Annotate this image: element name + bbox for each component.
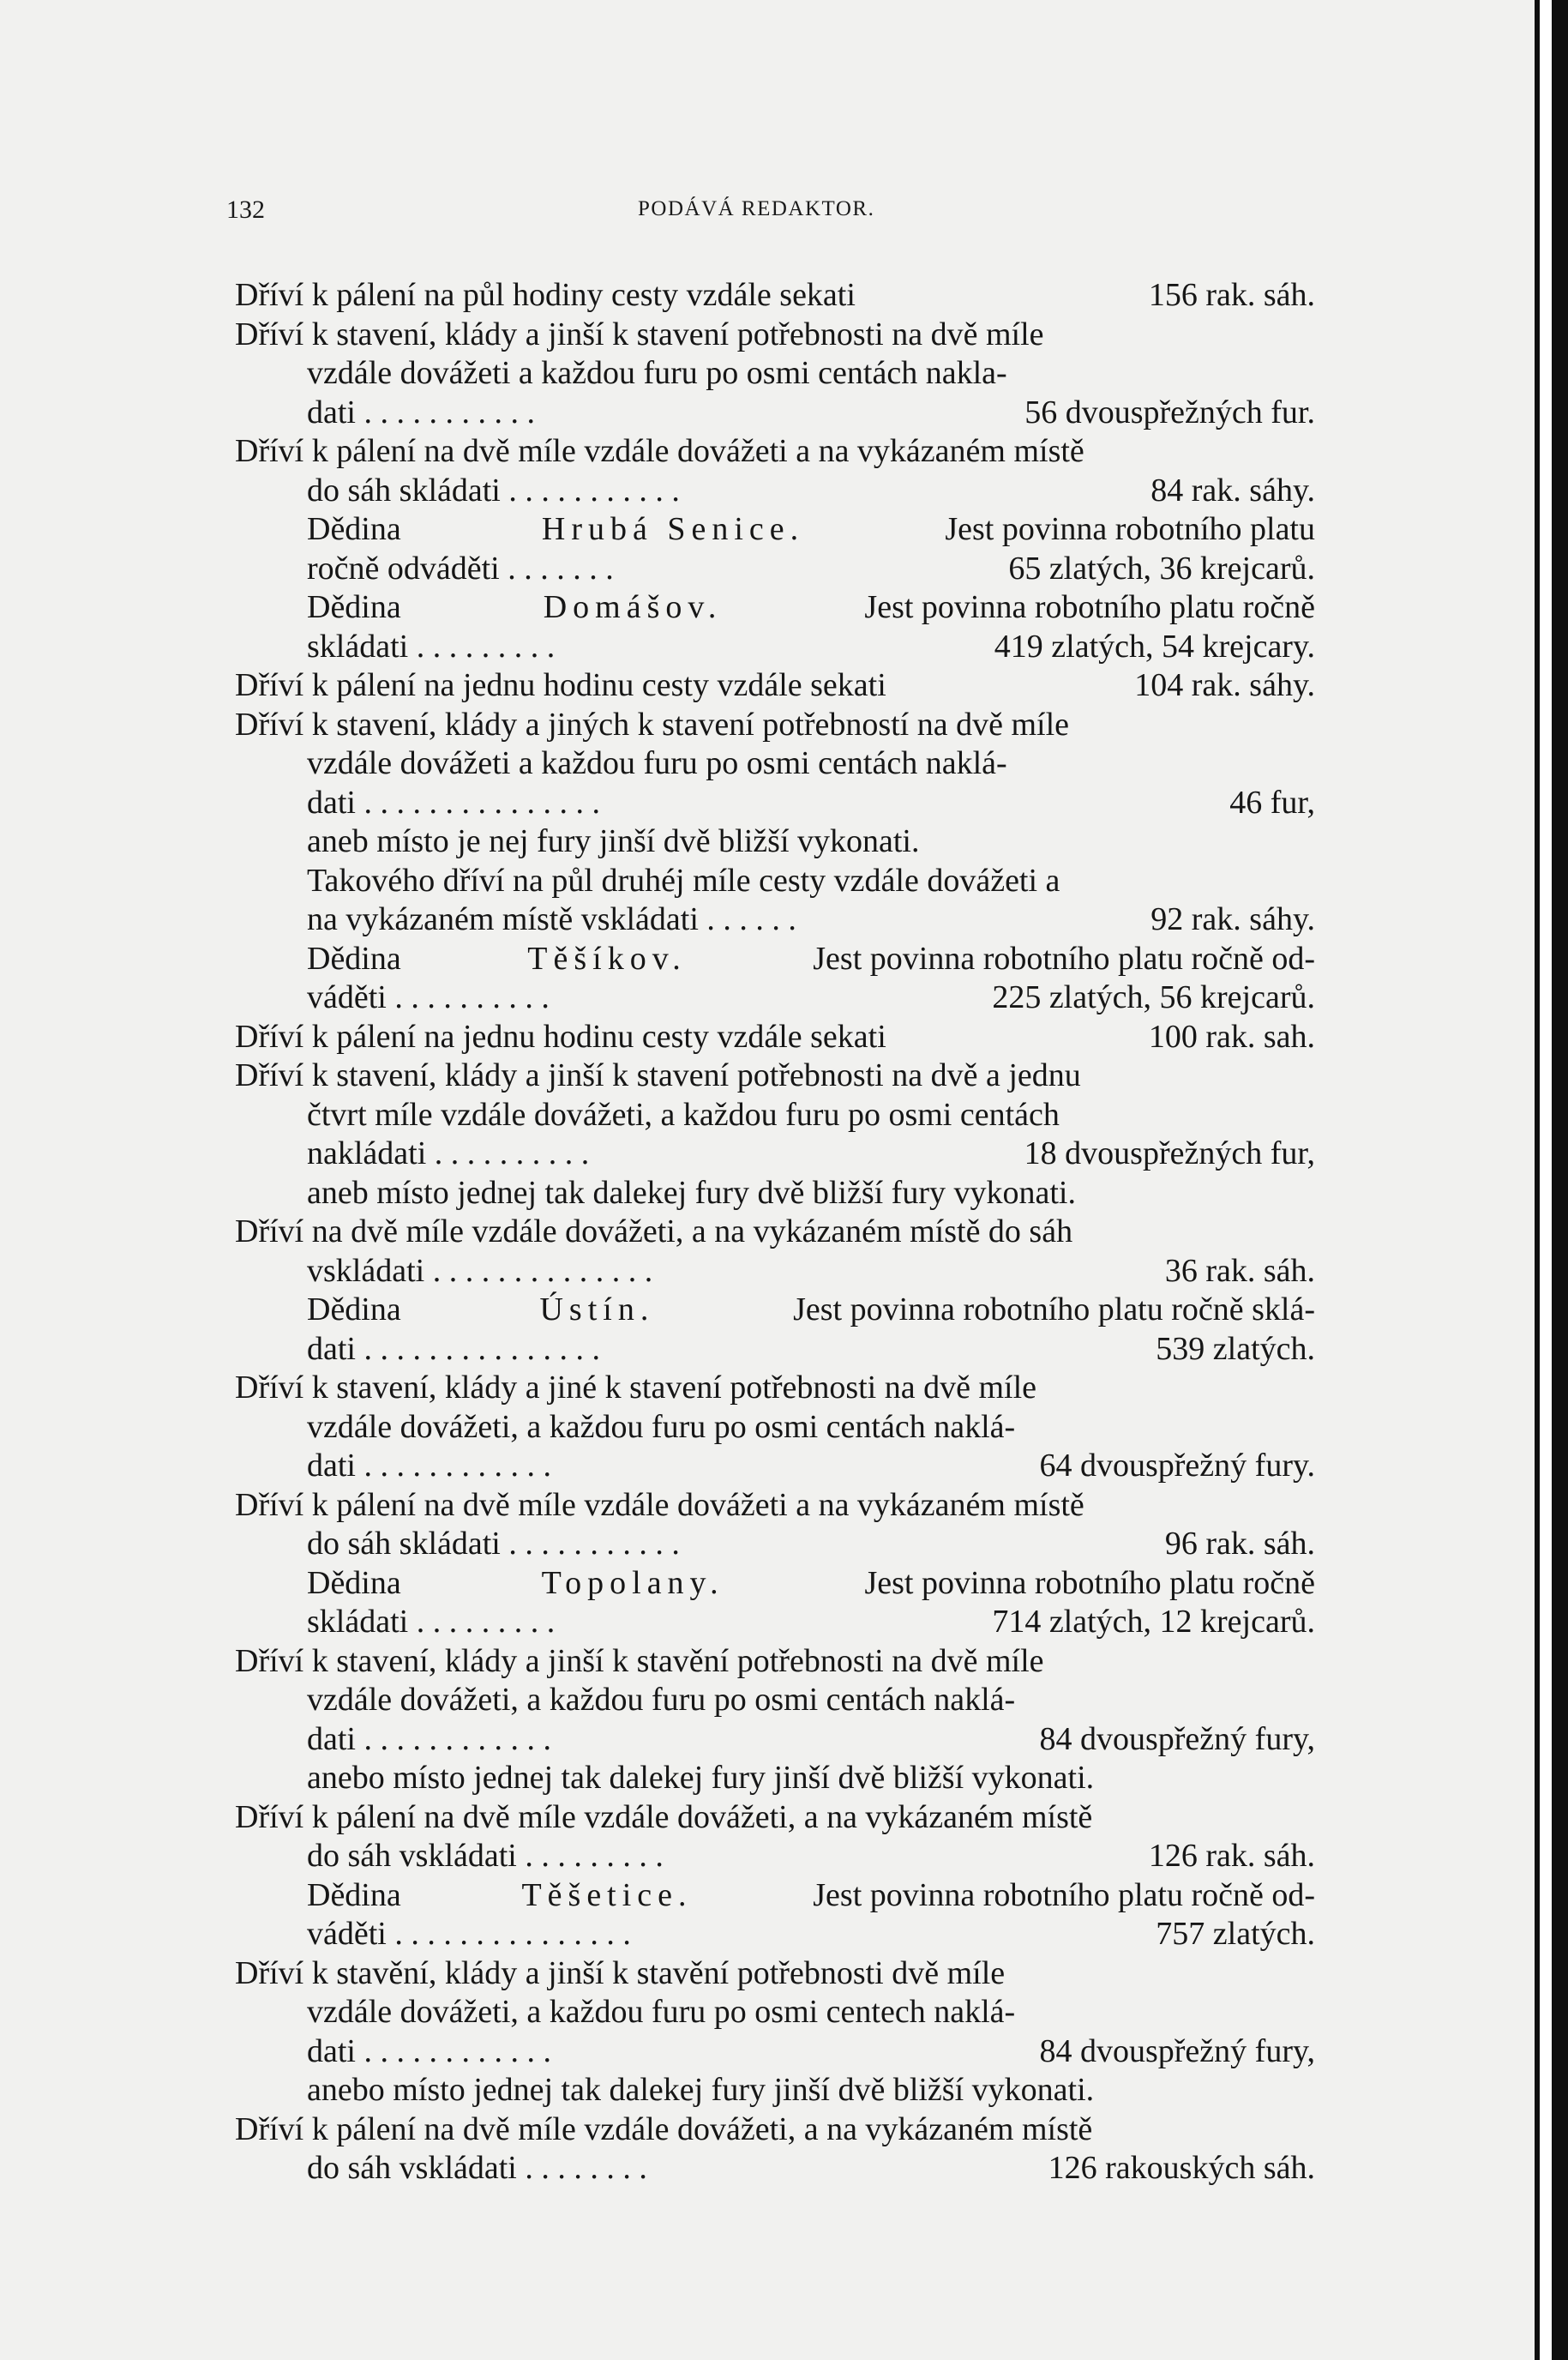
text-fragment: Jest povinna robotního platu ročně sklá-: [793, 1291, 1315, 1328]
text-fragment: Dříví k stavení, klády a jiných k stavení potřebností na dvě míle: [235, 706, 1070, 743]
text-fragment: Dříví k stavení, klády a jinší k stavění potřebnosti na dvě míle: [235, 1642, 1044, 1679]
text-fragment: 65 zlatých, 36 krejcarů.: [1008, 550, 1315, 587]
text-fragment: Jest povinna robotního platu ročně: [864, 1564, 1315, 1601]
text-fragment: váděti . . . . . . . . . . . . . . .: [307, 1916, 631, 1952]
text-fragment: Hrubá Senice.: [541, 511, 805, 547]
text-fragment: Dříví k pálení na dvě míle vzdále dovážeti a na vykázaném místě: [235, 433, 1084, 469]
text-fragment: 96 rak. sáh.: [1164, 1526, 1315, 1562]
text-line: [235, 354, 1315, 394]
text-fragment: Domášov.: [543, 589, 723, 625]
text-line: [235, 784, 1315, 823]
text-fragment: Těšíkov.: [527, 940, 687, 977]
text-line: [235, 1369, 1315, 1408]
text-fragment: Dříví k pálení na jednu hodinu cesty vzdále sekati: [235, 667, 886, 703]
text-line: [235, 2149, 1315, 2188]
text-fragment: dati . . . . . . . . . . . .: [307, 2032, 551, 2069]
text-fragment: 18 dvouspřežných fur,: [1024, 1135, 1315, 1171]
page-header: [226, 196, 1315, 230]
text-fragment: Dědina: [307, 589, 401, 625]
text-fragment: Dědina: [307, 1291, 401, 1328]
text-fragment: vzdále dovážeti, a každou furu po osmi centách naklá-: [307, 1408, 1016, 1445]
text-line: [235, 550, 1315, 589]
text-line: [235, 1486, 1315, 1526]
text-fragment: Dědina: [307, 1876, 401, 1913]
text-line: [235, 394, 1315, 433]
text-line: [235, 978, 1315, 1018]
text-fragment: Dříví k pálení na půl hodiny cesty vzdále sekati: [235, 277, 856, 313]
text-line: [235, 1213, 1315, 1252]
text-fragment: Dříví na dvě míle vzdále dovážeti, a na vykázaném místě do sáh: [235, 1213, 1073, 1249]
text-line: [235, 1057, 1315, 1096]
text-line: [235, 862, 1315, 901]
text-line: [235, 1525, 1315, 1564]
text-fragment: 126 rak. sáh.: [1148, 1838, 1315, 1874]
text-fragment: 84 dvouspřežný fury,: [1039, 2032, 1315, 2069]
text-line: [235, 666, 1315, 706]
text-line: [235, 1837, 1315, 1876]
text-fragment: 64 dvouspřežný fury.: [1039, 1448, 1315, 1484]
text-line: [235, 1720, 1315, 1760]
text-fragment: aneb místo jednej tak dalekej fury dvě bližší fury vykonati.: [307, 1174, 1076, 1211]
scan-edge: [1535, 0, 1568, 2360]
text-fragment: dati . . . . . . . . . . . .: [307, 1448, 551, 1484]
text-fragment: Dříví k pálení na dvě míle vzdále dovážeti, a na vykázaném místě: [235, 2110, 1093, 2147]
text-fragment: anebo místo jednej tak dalekej fury jinší dvě bližší vykonati.: [307, 1760, 1095, 1796]
text-fragment: 104 rak. sáhy.: [1134, 667, 1315, 703]
text-line: [235, 900, 1315, 940]
text-fragment: 126 rakouských sáh.: [1048, 2150, 1315, 2186]
text-fragment: Jest povinna robotního platu ročně: [864, 589, 1315, 625]
text-line: [235, 432, 1315, 472]
text-fragment: nakládati . . . . . . . . . .: [307, 1135, 590, 1171]
text-line: [235, 1993, 1315, 2032]
text-line: [235, 2032, 1315, 2072]
text-fragment: do sáh vskládati . . . . . . . .: [307, 2150, 647, 2186]
text-fragment: do sáh skládati . . . . . . . . . . .: [307, 472, 680, 509]
text-line: [235, 628, 1315, 667]
text-fragment: 92 rak. sáhy.: [1150, 901, 1315, 937]
text-fragment: do sáh skládati . . . . . . . . . . .: [307, 1526, 680, 1562]
text-fragment: 100 rak. sah.: [1148, 1018, 1315, 1055]
text-fragment: 539 zlatých.: [1156, 1330, 1315, 1367]
text-fragment: dati . . . . . . . . . . . . . . .: [307, 1330, 600, 1367]
text-line: [235, 940, 1315, 979]
text-line: [235, 472, 1315, 511]
text-fragment: ročně odváděti . . . . . . .: [307, 550, 614, 587]
text-fragment: váděti . . . . . . . . . .: [307, 979, 550, 1015]
text-line: [235, 1915, 1315, 1954]
text-line: [235, 822, 1315, 862]
text-fragment: dati . . . . . . . . . . . . . . .: [307, 784, 600, 821]
text-fragment: dati . . . . . . . . . . . .: [307, 1720, 551, 1757]
text-fragment: Dědina: [307, 1564, 401, 1601]
text-fragment: 36 rak. sáh.: [1164, 1252, 1315, 1289]
text-line: [235, 1603, 1315, 1642]
text-line: [235, 744, 1315, 784]
text-line: [235, 588, 1315, 628]
text-fragment: 56 dvouspřežných fur.: [1024, 394, 1315, 430]
text-fragment: Jest povinna robotního platu ročně od-: [813, 940, 1315, 977]
text-fragment: Dříví k stavení, klády a jiné k stavení potřebnosti na dvě míle: [235, 1370, 1037, 1406]
text-fragment: vzdále dovážeti, a každou furu po osmi centech naklá-: [307, 1994, 1016, 2030]
text-fragment: vzdále dovážeti, a každou furu po osmi centách naklá-: [307, 1682, 1016, 1718]
text-line: [235, 1954, 1315, 1994]
text-fragment: 225 zlatých, 56 krejcarů.: [992, 979, 1315, 1015]
text-line: [235, 1174, 1315, 1213]
text-line: [235, 1252, 1315, 1291]
text-line: [235, 1291, 1315, 1330]
text-line: [235, 1018, 1315, 1057]
text-line: [235, 2110, 1315, 2150]
text-fragment: skládati . . . . . . . . .: [307, 1604, 556, 1640]
text-fragment: vzdále dovážeti a každou furu po osmi centách naklá-: [307, 745, 1007, 781]
text-fragment: do sáh vskládati . . . . . . . . .: [307, 1838, 664, 1874]
text-fragment: čtvrt míle vzdále dovážeti, a každou furu po osmi centách: [307, 1096, 1060, 1133]
text-fragment: Dříví k stavení, klády a jinší k stavení potřebnosti na dvě míle: [235, 316, 1044, 352]
text-fragment: 46 fur,: [1229, 784, 1315, 821]
text-line: [235, 706, 1315, 745]
text-fragment: 156 rak. sáh.: [1148, 277, 1315, 313]
text-fragment: Těšetice.: [521, 1876, 693, 1913]
page-body-text: [235, 276, 1315, 2188]
text-fragment: 419 zlatých, 54 krejcary.: [994, 628, 1315, 665]
text-fragment: Dříví k pálení na dvě míle vzdále dovážeti a na vykázaném místě: [235, 1486, 1084, 1523]
text-fragment: Dědina: [307, 940, 401, 977]
text-fragment: vzdále dovážeti a každou furu po osmi centách nakla-: [307, 355, 1007, 391]
text-line: [235, 316, 1315, 355]
text-fragment: Takového dříví na půl druhéj míle cesty vzdále dovážeti a: [307, 862, 1060, 899]
text-line: [235, 1798, 1315, 1838]
text-fragment: dati . . . . . . . . . . .: [307, 394, 535, 430]
text-fragment: Dříví k stavění, klády a jinší k stavění potřebnosti dvě míle: [235, 1954, 1006, 1991]
text-fragment: 84 dvouspřežný fury,: [1039, 1720, 1315, 1757]
text-line: [235, 1096, 1315, 1135]
text-line: [235, 510, 1315, 550]
text-fragment: Dříví k stavení, klády a jinší k stavení potřebnosti na dvě a jednu: [235, 1057, 1081, 1093]
text-fragment: Topolany.: [541, 1564, 724, 1601]
text-fragment: vskládati . . . . . . . . . . . . . .: [307, 1252, 653, 1289]
text-line: [235, 1564, 1315, 1604]
text-fragment: anebo místo jednej tak dalekej fury jinší dvě bližší vykonati.: [307, 2072, 1095, 2108]
text-fragment: Ústín.: [539, 1291, 655, 1328]
text-fragment: Jest povinna robotního platu: [945, 511, 1315, 547]
text-fragment: 757 zlatých.: [1156, 1916, 1315, 1952]
text-fragment: aneb místo je nej fury jinší dvě bližší vykonati.: [307, 823, 920, 859]
text-fragment: 84 rak. sáhy.: [1150, 472, 1315, 509]
text-fragment: na vykázaném místě vskládati . . . . . .: [307, 901, 796, 937]
text-line: [235, 1330, 1315, 1370]
text-line: [235, 1759, 1315, 1798]
text-fragment: 714 zlatých, 12 krejcarů.: [992, 1604, 1315, 1640]
text-line: [235, 1408, 1315, 1448]
text-fragment: Dříví k pálení na dvě míle vzdále dovážeti, a na vykázaném místě: [235, 1798, 1093, 1835]
text-line: [235, 1447, 1315, 1486]
text-line: [235, 1135, 1315, 1174]
text-line: [235, 1681, 1315, 1720]
page-number: 132: [226, 196, 265, 224]
text-line: [235, 1876, 1315, 1916]
text-line: [235, 2071, 1315, 2110]
text-fragment: Dědina: [307, 511, 401, 547]
text-fragment: Jest povinna robotního platu ročně od-: [813, 1876, 1315, 1913]
running-head: PODÁVÁ REDAKTOR.: [638, 197, 875, 220]
text-line: [235, 1642, 1315, 1682]
text-fragment: skládati . . . . . . . . .: [307, 628, 556, 665]
text-fragment: Dříví k pálení na jednu hodinu cesty vzdále sekati: [235, 1018, 886, 1055]
text-line: [235, 276, 1315, 316]
